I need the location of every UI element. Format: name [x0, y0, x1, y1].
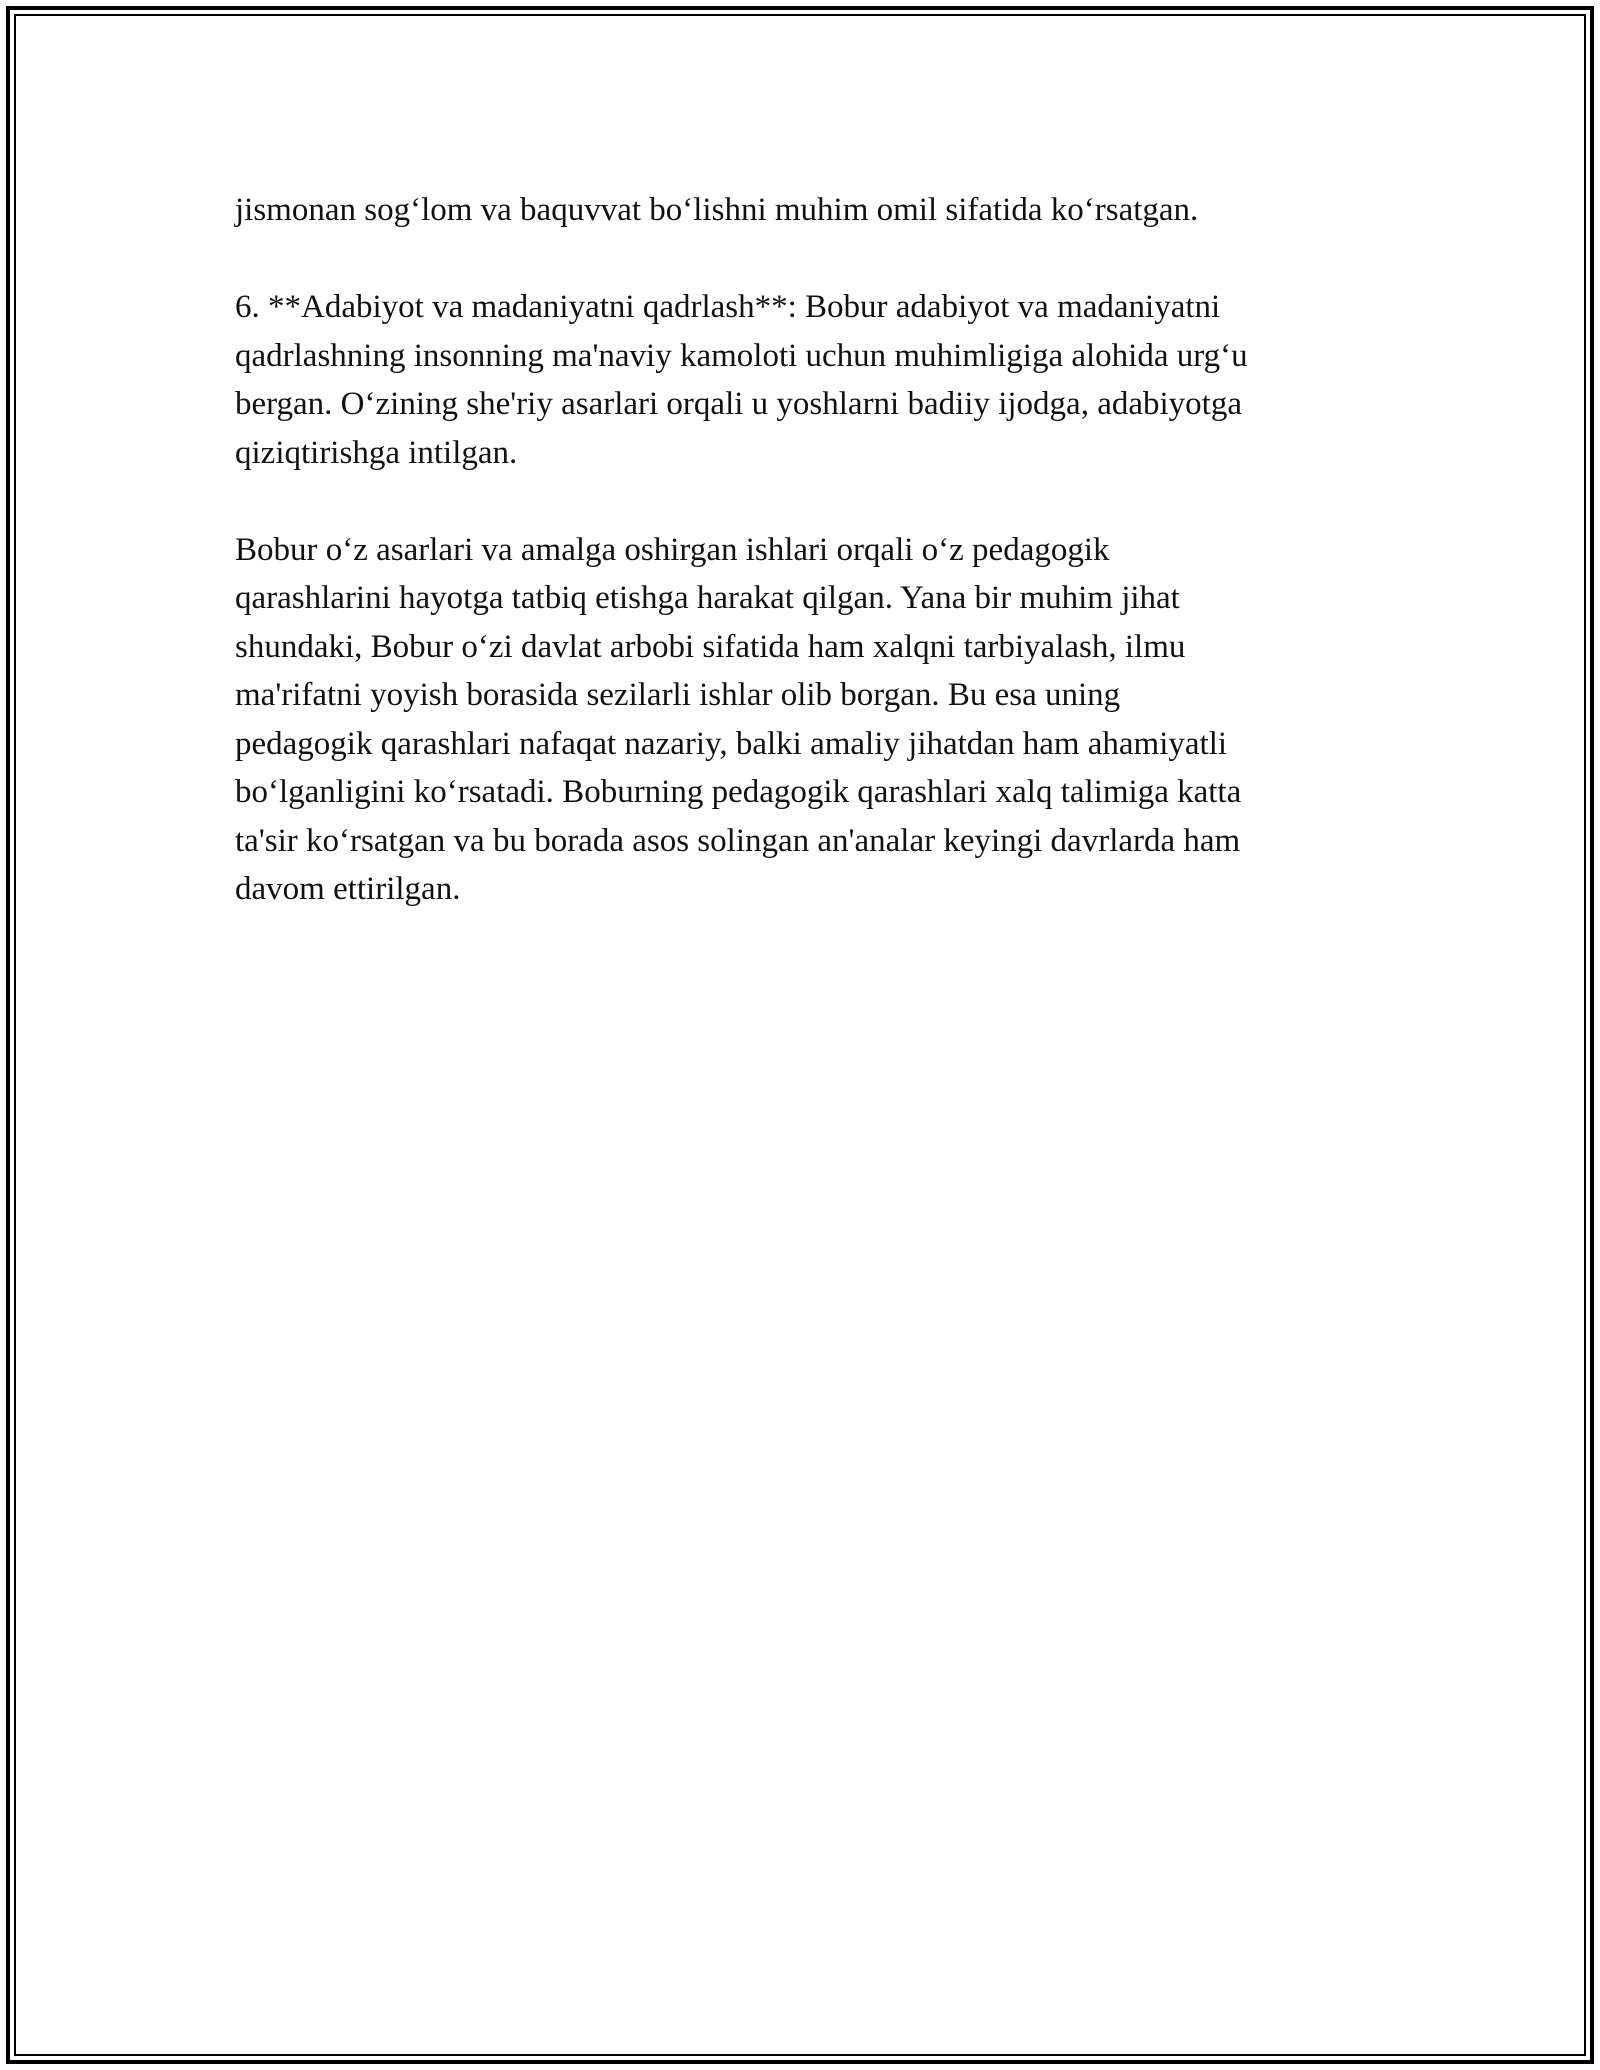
paragraph	[235, 526, 1375, 914]
text-line: qadrlashning insonning ma'naviy kamoloti uchun muhimligiga alohida urg‘u	[235, 337, 1248, 374]
text-line: pedagogik qarashlari nafaqat nazariy, balki amaliy jihatdan ham ahamiyatli	[235, 725, 1228, 762]
text-line: 6. **Adabiyot va madaniyatni qadrlash**: Bobur adabiyot va madaniyatni	[235, 289, 1221, 325]
text-line: shundaki, Bobur o‘zi davlat arbobi sifatida ham xalqni tarbiyalash, ilmu	[235, 628, 1186, 665]
text-line: qiziqtirishga intilgan.	[235, 434, 518, 471]
paragraph	[235, 186, 1375, 235]
text-line: Bobur o‘z asarlari va amalga oshirgan ishlari orqali o‘z pedagogik	[235, 531, 1110, 568]
text-line: jismonan sog‘lom va baquvvat bo‘lishni muhim omil sifatida ko‘rsatgan.	[235, 192, 1199, 228]
paragraph	[235, 283, 1375, 477]
text-line: ta'sir ko‘rsatgan va bu borada asos solingan an'analar keyingi davrlarda ham	[235, 822, 1241, 859]
document-body	[235, 186, 1375, 962]
text-line: ma'rifatni yoyish borasida sezilarli ishlar olib borgan. Bu esa uning	[235, 677, 1121, 713]
text-line: bergan. O‘zining she'riy asarlari orqali u yoshlarni badiiy ijodga, adabiyotga	[235, 386, 1242, 422]
text-line: davom ettirilgan.	[235, 871, 461, 907]
text-line: bo‘lganligini ko‘rsatadi. Boburning pedagogik qarashlari xalq talimiga katta	[235, 774, 1242, 810]
text-line: qarashlarini hayotga tatbiq etishga harakat qilgan. Yana bir muhim jihat	[235, 580, 1180, 616]
